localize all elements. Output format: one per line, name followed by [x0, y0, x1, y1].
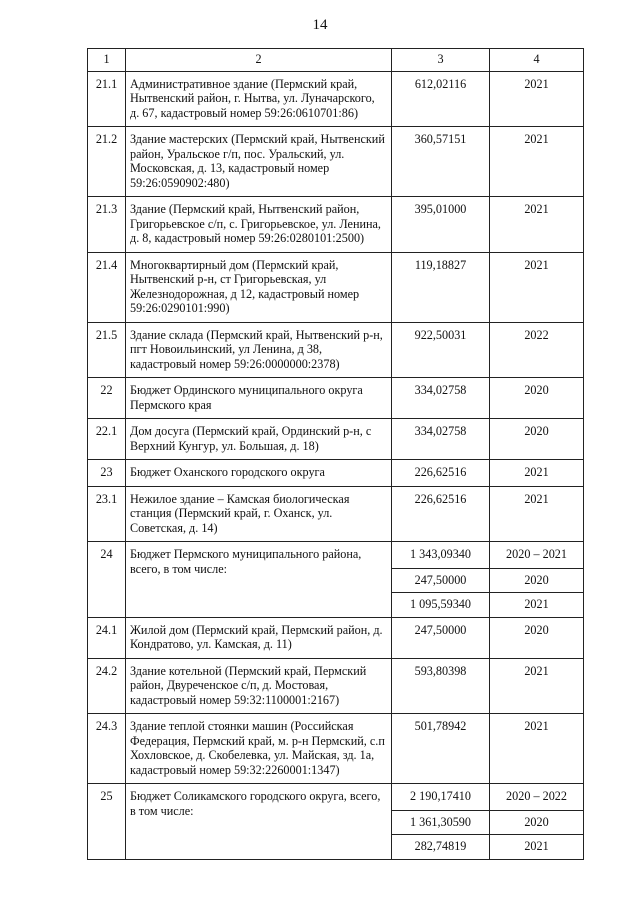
row-description: Административное здание (Пермский край, Нытвенский район, г. Нытва, ул. Луначарского, д. 67, кадастровый номер 59:26:0610701:86) [126, 71, 392, 127]
row-year: 2021 [490, 486, 584, 542]
row-year: 2020 [490, 568, 584, 593]
row-amount: 1 361,30590 [392, 810, 490, 835]
row-year: 2021 [490, 127, 584, 197]
row-description: Бюджет Соликамского городского округа, всего, в том числе: [126, 784, 392, 860]
row-number: 21.2 [88, 127, 126, 197]
row-description: Бюджет Пермского муниципального района, всего, в том числе: [126, 542, 392, 618]
row-description: Здание мастерских (Пермский край, Нытвенский район, Уральское г/п, пос. Уральский, ул. Московская, д. 13, кадастровый номер 59:26:0590902:480) [126, 127, 392, 197]
table-row [88, 542, 584, 569]
row-year: 2022 [490, 322, 584, 378]
row-amount: 1 095,59340 [392, 593, 490, 618]
page-number: 14 [312, 17, 328, 33]
row-description: Бюджет Оханского городского округа [126, 460, 392, 487]
row-description: Нежилое здание – Камская биологическая станция (Пермский край, г. Оханск, ул. Советская, д. 14) [126, 486, 392, 542]
row-description: Здание склада (Пермский край, Нытвенский р-н, пгт Новоильинский, ул Ленина, д 38, кадастровый номер 59:26:0000000:2378) [126, 322, 392, 378]
row-amount: 226,62516 [392, 486, 490, 542]
row-number: 24 [88, 542, 126, 618]
table-row [88, 486, 584, 542]
row-number: 21.4 [88, 252, 126, 322]
row-amount: 593,80398 [392, 658, 490, 714]
row-amount: 247,50000 [392, 617, 490, 658]
row-amount: 395,01000 [392, 197, 490, 253]
row-year: 2021 [490, 593, 584, 618]
row-number: 21.3 [88, 197, 126, 253]
table-row [88, 252, 584, 322]
row-year: 2021 [490, 71, 584, 127]
column-header: 2 [126, 49, 392, 72]
table-body [88, 71, 584, 859]
row-amount: 119,18827 [392, 252, 490, 322]
row-year: 2020 – 2022 [490, 784, 584, 811]
table-row [88, 378, 584, 419]
row-number: 24.1 [88, 617, 126, 658]
row-amount: 247,50000 [392, 568, 490, 593]
row-year: 2021 [490, 460, 584, 487]
column-header: 3 [392, 49, 490, 72]
row-number: 24.2 [88, 658, 126, 714]
row-number: 23 [88, 460, 126, 487]
row-number: 21.5 [88, 322, 126, 378]
row-amount: 1 343,09340 [392, 542, 490, 569]
row-description: Жилой дом (Пермский край, Пермский район, д. Кондратово, ул. Камская, д. 11) [126, 617, 392, 658]
budget-table [87, 48, 584, 860]
table-row [88, 127, 584, 197]
row-year: 2020 [490, 419, 584, 460]
row-number: 22 [88, 378, 126, 419]
table-row [88, 617, 584, 658]
row-number: 25 [88, 784, 126, 860]
header-row [88, 49, 584, 72]
row-year: 2021 [490, 197, 584, 253]
row-amount: 501,78942 [392, 714, 490, 784]
table-row [88, 197, 584, 253]
table-row [88, 322, 584, 378]
row-amount: 334,02758 [392, 378, 490, 419]
column-header: 4 [490, 49, 584, 72]
table-row [88, 71, 584, 127]
row-year: 2021 [490, 714, 584, 784]
column-header: 1 [88, 49, 126, 72]
row-year: 2020 [490, 617, 584, 658]
table-row [88, 658, 584, 714]
row-year: 2021 [490, 252, 584, 322]
row-description: Здание (Пермский край, Нытвенский район, Григорьевское с/п, с. Григорьевское, ул. Ленина, д. 8, кадастровый номер 59:26:0280101:2500) [126, 197, 392, 253]
row-number: 23.1 [88, 486, 126, 542]
row-amount: 334,02758 [392, 419, 490, 460]
table-row [88, 784, 584, 811]
row-amount: 922,50031 [392, 322, 490, 378]
row-description: Здание котельной (Пермский край, Пермский район, Двуреченское с/п, д. Мостовая, кадастровый номер 59:32:1100001:2167) [126, 658, 392, 714]
row-amount: 2 190,17410 [392, 784, 490, 811]
row-amount: 226,62516 [392, 460, 490, 487]
table-row [88, 419, 584, 460]
row-amount: 282,74819 [392, 835, 490, 860]
table-row [88, 460, 584, 487]
row-year: 2020 – 2021 [490, 542, 584, 569]
row-amount: 612,02116 [392, 71, 490, 127]
row-description: Многоквартирный дом (Пермский край, Нытвенский р-н, ст Григорьевская, ул Железнодорожная, д 12, кадастровый номер 59:26:0290101:990) [126, 252, 392, 322]
row-year: 2021 [490, 658, 584, 714]
row-description: Дом досуга (Пермский край, Ординский р-н, с Верхний Кунгур, ул. Большая, д. 18) [126, 419, 392, 460]
row-number: 22.1 [88, 419, 126, 460]
row-number: 24.3 [88, 714, 126, 784]
table-row [88, 714, 584, 784]
row-amount: 360,57151 [392, 127, 490, 197]
row-number: 21.1 [88, 71, 126, 127]
row-year: 2021 [490, 835, 584, 860]
row-year: 2020 [490, 810, 584, 835]
row-description: Бюджет Ординского муниципального округа Пермского края [126, 378, 392, 419]
row-description: Здание теплой стоянки машин (Российская Федерация, Пермский край, м. р-н Пермский, с.п Хохловское, д. Скобелевка, ул. Майская, зд. 1а, кадастровый номер 59:32:2260001:1347) [126, 714, 392, 784]
row-year: 2020 [490, 378, 584, 419]
